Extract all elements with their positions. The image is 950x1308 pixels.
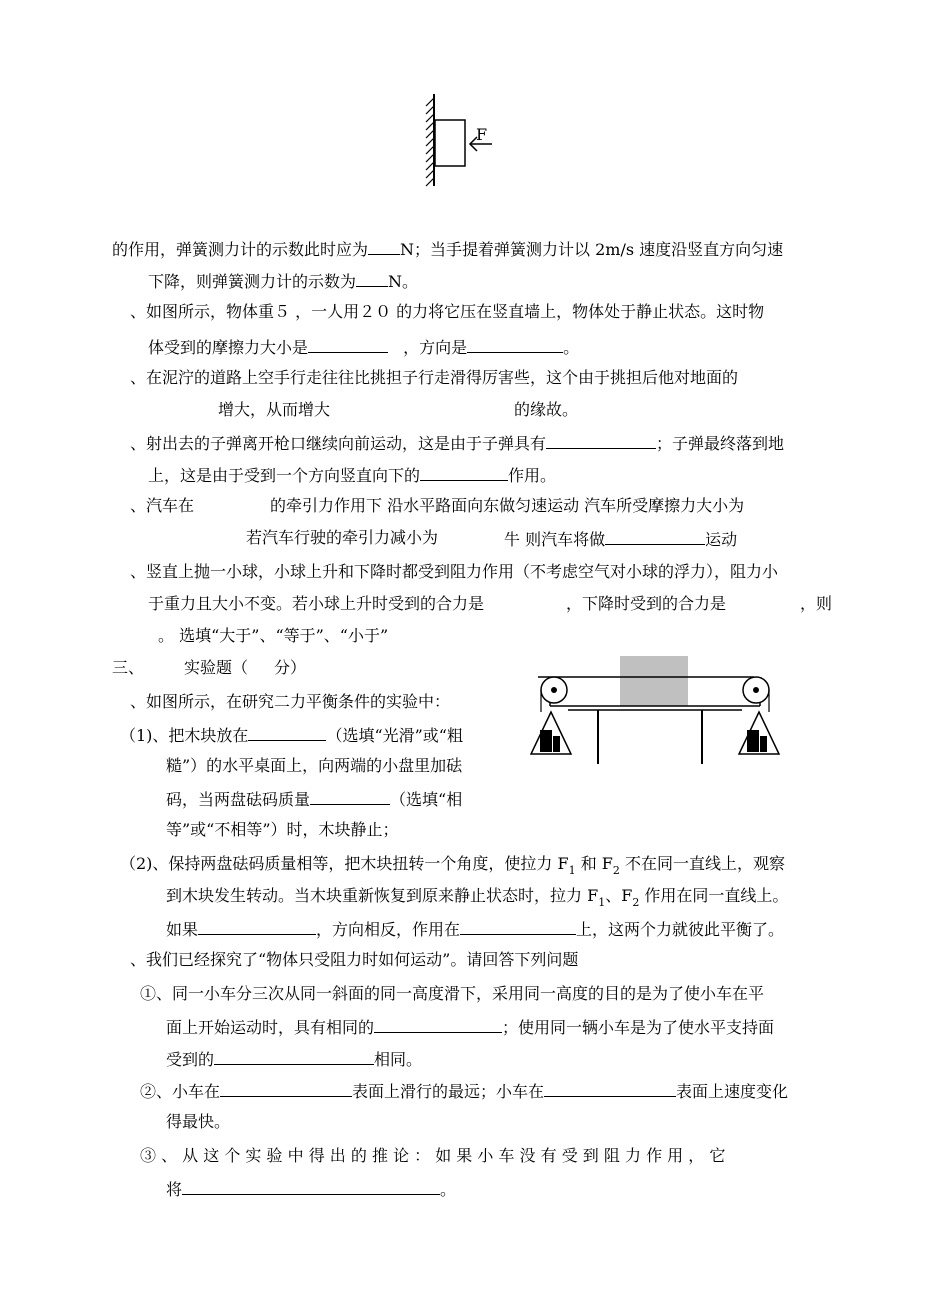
answer-blank[interactable] <box>182 1178 440 1195</box>
text-segment: 如果 <box>166 920 199 939</box>
text-segment: 受到的 <box>166 1050 215 1069</box>
question-text-line: 糙”）的水平桌面上，向两端的小盘里加砝 <box>166 756 463 775</box>
text-segment: 码，当两盘砝码质量 <box>166 790 311 809</box>
text-segment: 。 <box>440 1180 457 1199</box>
text-segment: 、F <box>605 886 633 905</box>
text-segment: 作用。 <box>508 466 557 485</box>
answer-blank[interactable] <box>308 336 388 353</box>
text-segment: ；使用同一辆小车是为了使水平支持面 <box>502 1018 775 1037</box>
question-text-line: 、竖直上抛一小球，小球上升和下降时都受到阻力作用（不考虑空气对小球的浮力），阻力小 <box>130 562 779 581</box>
subscript: 1 <box>568 864 576 877</box>
question-text-line <box>140 1080 788 1102</box>
question-text-line <box>166 918 784 940</box>
text-segment: 实验题（ <box>184 658 249 677</box>
question-text-line: ①、同一小车分三次从同一斜面的同一高度滑下，采用同一高度的目的是为了使小车在平 <box>140 984 765 1003</box>
question-text-line <box>148 336 579 358</box>
text-segment: 、射出去的子弹离开枪口继续向前运动，这是由于子弹具有 <box>130 434 547 453</box>
question-text-line <box>166 1016 774 1038</box>
section-heading-number: 三、 <box>112 658 145 677</box>
question-text-line: 。 选填“大于”、“等于”、“小于” <box>158 626 389 645</box>
question-text-line: 得最快。 <box>166 1112 231 1131</box>
answer-blank[interactable] <box>420 464 508 481</box>
question-text-line: 增大，从而增大 <box>218 400 331 419</box>
question-text-line <box>166 886 788 908</box>
question-text-line: ，则 <box>800 594 833 613</box>
subscript: 2 <box>632 896 640 909</box>
text-segment: 表面上速度变化 <box>676 1082 789 1101</box>
text-segment: 牛 则汽车将做 <box>504 530 606 549</box>
question-text-line: 等”或“不相等”）时，木块静止； <box>166 820 399 839</box>
answer-blank[interactable] <box>374 1016 502 1033</box>
question-text-line <box>120 724 463 746</box>
question-text-line <box>166 1178 456 1200</box>
question-text-line <box>166 1048 422 1070</box>
question-text-line <box>148 270 418 292</box>
answer-blank[interactable] <box>198 918 316 935</box>
question-text-line: 、如图所示，在研究二力平衡条件的实验中： <box>130 692 451 711</box>
text-segment: 上，这是由于受到一个方向竖直向下的 <box>148 466 421 485</box>
question-text-line: 于重力且大小不变。若小球上升时受到的合力是 <box>148 594 485 613</box>
question-text-line <box>148 464 556 486</box>
question-text-line: 的缘故。 <box>514 400 579 419</box>
text-segment: 分） <box>274 658 307 677</box>
question-text-line: 、在泥泞的道路上空手行走往往比挑担子行走滑得厉害些，这个由于挑担后他对地面的 <box>130 368 739 387</box>
text-segment: 不在同一直线上，观察 <box>619 854 785 873</box>
question-text-line <box>166 788 462 810</box>
answer-blank[interactable] <box>544 1080 676 1097</box>
question-text-line <box>112 238 783 260</box>
text-segment: ，方向是 <box>403 338 468 357</box>
answer-blank[interactable] <box>248 724 326 741</box>
text-segment: （1)、把木块放在 <box>120 726 249 745</box>
question-text-line: 的牵引力作用下 沿水平路面向东做匀速运动 汽车所受摩擦力大小为 <box>270 496 745 515</box>
answer-blank[interactable] <box>214 1048 374 1065</box>
text-segment: （2)、保持两盘砝码质量相等，把木块扭转一个角度，使拉力 F <box>120 854 569 873</box>
answer-blank[interactable] <box>605 528 705 545</box>
question-text-line: 、如图所示，物体重５ ，一人用２０ 的力将它压在竖直墙上，物体处于静止状态。这时物 <box>130 302 765 321</box>
question-text-line: ，下降时受到的合力是 <box>566 594 727 613</box>
answer-blank[interactable] <box>310 788 390 805</box>
section-heading <box>184 658 306 678</box>
text-segment: 。 <box>563 338 580 357</box>
question-text-line <box>120 854 785 876</box>
text-segment: N；当手提着弹簧测力计以 2m/s 速度沿竖直方向匀速 <box>400 240 784 259</box>
text-segment: ；子弹最终落到地 <box>656 434 785 453</box>
text-segment: 体受到的摩擦力大小是 <box>148 338 309 357</box>
text-segment: 将 <box>166 1180 183 1199</box>
text-segment: 相同。 <box>374 1050 423 1069</box>
answer-blank[interactable] <box>546 432 656 449</box>
text-segment: 下降，则弹簧测力计的示数为 <box>148 272 357 291</box>
answer-blank[interactable] <box>467 336 563 353</box>
text-segment: N。 <box>388 272 419 291</box>
question-text-line: 若汽车行驶的牵引力减小为 <box>246 528 439 547</box>
subscript: 1 <box>598 896 606 909</box>
text-segment: 运动 <box>705 530 738 549</box>
question-text-line <box>504 528 737 550</box>
text-segment: 的作用，弹簧测力计的示数此时应为 <box>112 240 369 259</box>
text-segment: 和 F <box>575 854 613 873</box>
question-text-line: 、汽车在 <box>130 496 195 515</box>
answer-blank[interactable] <box>356 270 388 287</box>
text-segment: 面上开始运动时，具有相同的 <box>166 1018 375 1037</box>
question-text-line: 、我们已经探究了“物体只受阻力时如何运动”。请回答下列问题 <box>130 950 579 969</box>
force-f-label: F <box>476 125 488 144</box>
wall-block-figure <box>420 92 500 192</box>
text-segment: ，方向相反，作用在 <box>316 920 461 939</box>
balance-apparatus-figure <box>530 650 800 770</box>
answer-blank[interactable] <box>368 238 400 255</box>
text-segment: 到木块发生转动。当木块重新恢复到原来静止状态时，拉力 F <box>166 886 599 905</box>
text-segment: （选填“相 <box>390 790 463 809</box>
text-segment: 上，这两个力就彼此平衡了。 <box>576 920 785 939</box>
question-text-line <box>130 432 784 454</box>
text-segment: （选填“光滑”或“粗 <box>326 726 463 745</box>
text-segment: ②、小车在 <box>140 1082 221 1101</box>
answer-blank[interactable] <box>460 918 576 935</box>
text-segment: 作用在同一直线上。 <box>639 886 789 905</box>
question-text-line: ③ 、 从 这 个 实 验 中 得 出 的 推 论 ： 如 果 小 车 没 有 受 到 阻 力 作 用 ， 它 <box>140 1146 726 1165</box>
text-segment: 表面上滑行的最远；小车在 <box>352 1082 545 1101</box>
subscript: 2 <box>612 864 620 877</box>
answer-blank[interactable] <box>220 1080 352 1097</box>
